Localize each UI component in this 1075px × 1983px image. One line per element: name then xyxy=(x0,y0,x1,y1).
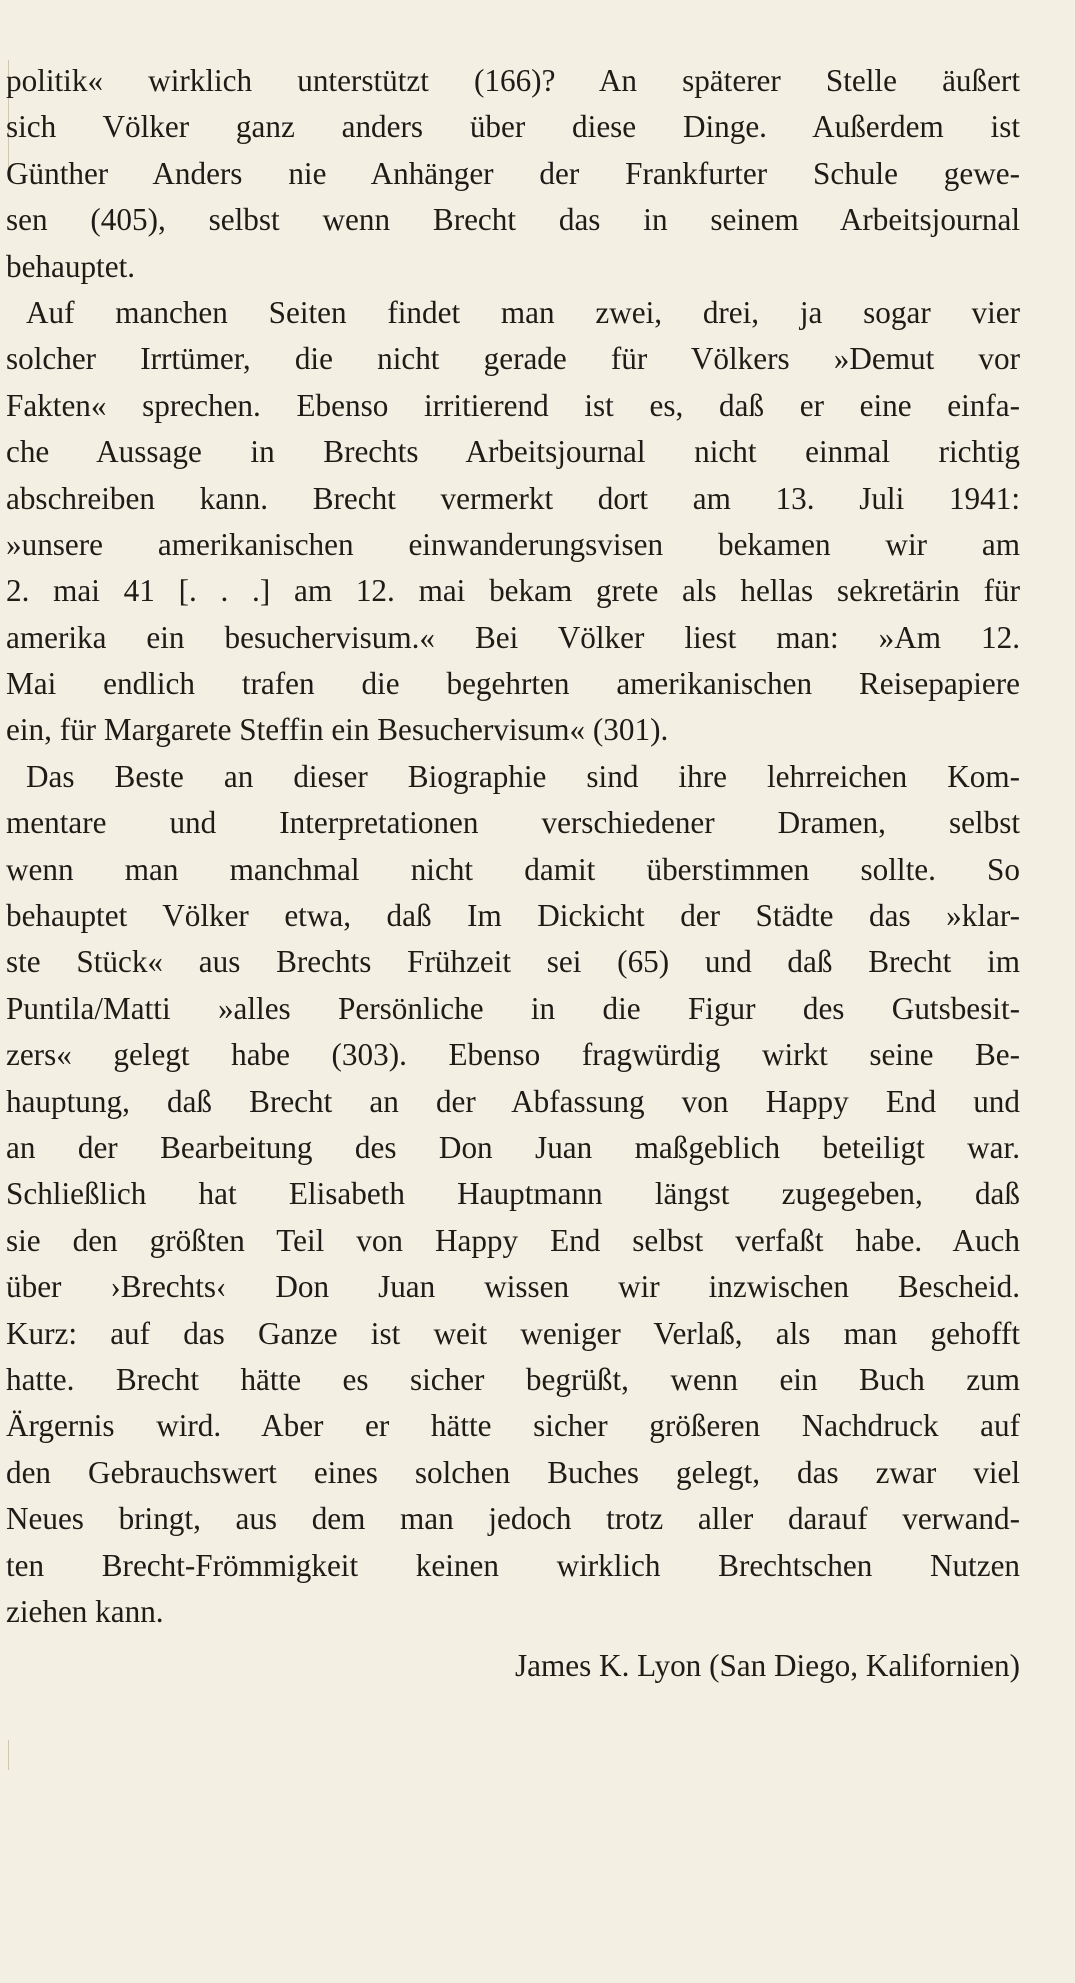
text-line: mentare und Interpretationen verschiedener Dramen, selbst xyxy=(6,805,1020,841)
text-line: Neues bringt, aus dem man jedoch trotz aller darauf verwand- xyxy=(6,1501,1020,1537)
review-signature: James K. Lyon (San Diego, Kalifornien) xyxy=(515,1648,1020,1684)
text-line: an der Bearbeitung des Don Juan maßgeblich beteiligt war. xyxy=(6,1129,1020,1165)
review-body xyxy=(6,58,1020,1635)
text-line: sen (405), selbst wenn Brecht das in seinem Arbeitsjournal xyxy=(6,202,1020,238)
gutter-mark xyxy=(8,1740,9,1770)
text-line: Puntila/Matti »alles Persönliche in die Figur des Gutsbesit- xyxy=(6,990,1020,1026)
text-line: Kurz: auf das Ganze ist weit weniger Verlaß, als man gehofft xyxy=(6,1315,1020,1351)
text-line: den Gebrauchswert eines solchen Buches gelegt, das zwar viel xyxy=(6,1454,1020,1490)
text-line: amerika ein besuchervisum.« Bei Völker liest man: »Am 12. xyxy=(6,619,1020,655)
text-line: Fakten« sprechen. Ebenso irritierend ist es, daß er eine einfa- xyxy=(6,387,1020,423)
text-line: behauptet. xyxy=(6,248,136,284)
text-line: Schließlich hat Elisabeth Hauptmann längst zugegeben, daß xyxy=(6,1176,1020,1212)
review-text xyxy=(6,58,1020,1690)
text-line: Ärgernis wird. Aber er hätte sicher größeren Nachdruck auf xyxy=(6,1408,1020,1444)
text-line: Günther Anders nie Anhänger der Frankfurter Schule gewe- xyxy=(6,155,1020,191)
text-line: Mai endlich trafen die begehrten amerikanischen Reisepapiere xyxy=(6,666,1020,702)
text-line: sich Völker ganz anders über diese Dinge. Außerdem ist xyxy=(6,109,1020,145)
text-line: hatte. Brecht hätte es sicher begrüßt, wenn ein Buch zum xyxy=(6,1361,1020,1397)
text-line: abschreiben kann. Brecht vermerkt dort am 13. Juli 1941: xyxy=(6,480,1020,516)
text-line: che Aussage in Brechts Arbeitsjournal nicht einmal richtig xyxy=(6,434,1020,470)
text-line: hauptung, daß Brecht an der Abfassung von Happy End und xyxy=(6,1083,1020,1119)
text-line: ziehen kann. xyxy=(6,1593,164,1629)
text-line: Das Beste an dieser Biographie sind ihre lehrreichen Kom- xyxy=(26,758,1020,794)
text-line: zers« gelegt habe (303). Ebenso fragwürdig wirkt seine Be- xyxy=(6,1037,1020,1073)
text-line: solcher Irrtümer, die nicht gerade für Völkers »Demut vor xyxy=(6,341,1020,377)
text-line: Auf manchen Seiten findet man zwei, drei, ja sogar vier xyxy=(26,294,1020,330)
text-line: 2. mai 41 [. . .] am 12. mai bekam grete als hellas sekretärin für xyxy=(6,573,1020,609)
text-line: wenn man manchmal nicht damit überstimmen sollte. So xyxy=(6,851,1020,887)
text-line: politik« wirklich unterstützt (166)? An späterer Stelle äußert xyxy=(6,63,1020,98)
text-line: über ›Brechts‹ Don Juan wissen wir inzwischen Bescheid. xyxy=(6,1269,1020,1305)
text-line: ste Stück« aus Brechts Frühzeit sei (65) und daß Brecht im xyxy=(6,944,1020,980)
text-line: behauptet Völker etwa, daß Im Dickicht der Städte das »klar- xyxy=(6,898,1020,934)
text-line: sie den größten Teil von Happy End selbst verfaßt habe. Auch xyxy=(6,1222,1020,1258)
text-line: »unsere amerikanischen einwanderungsvisen bekamen wir am xyxy=(6,526,1020,562)
text-line: ten Brecht-Frömmigkeit keinen wirklich Brechtschen Nutzen xyxy=(6,1547,1020,1583)
text-line: ein, für Margarete Steffin ein Besuchervisum« (301). xyxy=(6,712,669,748)
